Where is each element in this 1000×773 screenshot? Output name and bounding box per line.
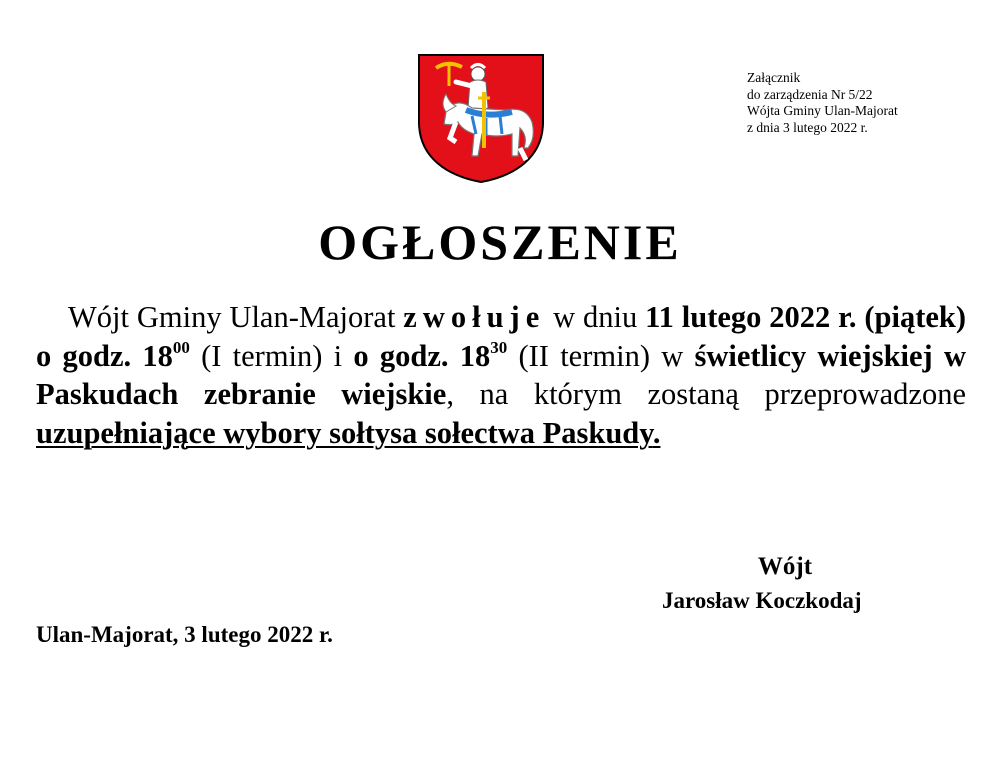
body-text-segment: Wójt Gminy Ulan-Majorat [68, 300, 404, 334]
body-text-segment: (II termin) w [507, 338, 695, 373]
annex-line: Załącznik [747, 70, 801, 85]
body-text-segment: (I termin) i [189, 338, 354, 373]
time-superscript: 00 [172, 337, 190, 357]
annex-note [747, 70, 898, 136]
body-text-segment: , na którym zostaną przeprowadzone [446, 377, 966, 411]
announcement-body [36, 298, 966, 452]
body-bold-date: 11 lutego 2022 r. (piątek) o godz. 18 [36, 300, 967, 373]
annex-line: Wójta Gminy Ulan-Majorat [747, 103, 898, 118]
body-bold-place: świetlicy wiejskiej w Paskudach zebranie wiejskie [36, 338, 966, 411]
body-bold-time: o godz. 18 [353, 338, 491, 373]
place-and-date: Ulan-Majorat, 3 lutego 2022 r. [36, 622, 333, 647]
page-title: OGŁOSZENIE [318, 214, 682, 270]
body-bold-convenes: zwołuje [403, 300, 546, 334]
time-superscript: 30 [490, 337, 508, 357]
coat-of-arms-icon [416, 52, 546, 184]
signature-title: Wójt [757, 553, 813, 580]
body-underlined-subject: uzupełniające wybory sołtysa sołectwa Paskudy [36, 415, 653, 450]
annex-line: do zarządzenia Nr 5/22 [747, 86, 873, 102]
signature-name: Jarosław Koczkodaj [662, 588, 862, 613]
body-final-period: . [652, 415, 661, 450]
annex-line: z dnia 3 lutego 2022 r. [747, 119, 868, 135]
body-text-segment: w dniu [545, 300, 646, 334]
